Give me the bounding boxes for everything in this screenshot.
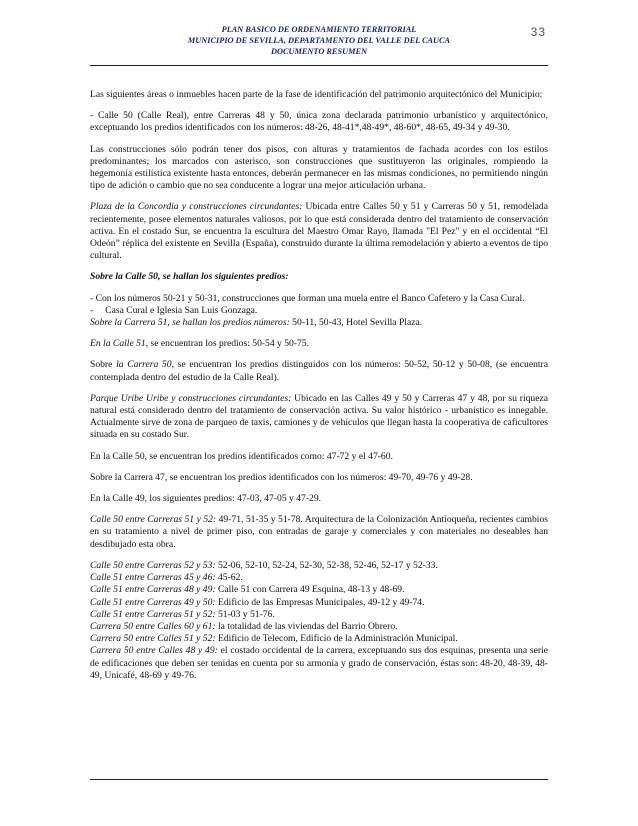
list-item-text: el costado occidental de la carrera, exceptuando sus dos esquinas, presenta una serie de edificaciones que deben ser tenidas en cuenta por su armonía y grado de conservación, éstas son: 48-20, 48-39, 48-49, Unicafé, 48-69 y 49-76.	[90, 645, 548, 681]
list-item-label: Carrera 50 entre Calles 48 y 49:	[90, 645, 218, 657]
list-item-label: Calle 51 entre Carreras 51 y 52:	[90, 608, 216, 620]
label-parque-uribe: Parque Uribe Uribe y construcciones circundantes:	[90, 392, 292, 404]
predios-list	[90, 560, 548, 682]
list-item-label: Calle 50 entre Carreras 52 y 53:	[90, 559, 216, 571]
header-divider	[90, 65, 548, 66]
paragraph-carrera-50	[90, 359, 548, 383]
list-item	[90, 584, 548, 596]
page-header	[90, 24, 548, 57]
list-item-text: Edificio de Telecom, Edificio de la Administración Municipal.	[215, 633, 458, 645]
label-plaza-concordia: Plaza de la Concordia y construcciones circundantes:	[90, 201, 303, 213]
label-carrera-50: la Carrera 50,	[116, 359, 174, 371]
header-subtitle: MUNICIPIO DE SEVILLA, DEPARTAMENTO DEL VALLE DEL CAUCA	[187, 36, 451, 45]
paragraph-plaza-concordia	[90, 201, 548, 262]
text-carrera-51: 50-11, 50-43, Hotel Sevilla Plaza.	[289, 317, 423, 329]
label-calle-50-entre-51-52: Calle 50 entre Carreras 51 y 52:	[90, 514, 217, 526]
paragraph-carrera-47: Sobre la Carrera 47, se encuentran los predios identificados con los números: 49-70, 49-76 y 49-28.	[90, 471, 473, 483]
paragraph-carrera-51	[90, 317, 548, 329]
list-item-label: Calle 51 entre Carreras 45 y 46:	[90, 572, 216, 584]
list-item-label: Calle 51 entre Carreras 48 y 49:	[90, 584, 216, 596]
paragraph-calle-51	[90, 338, 548, 350]
list-item	[90, 597, 548, 609]
list-item-text: 45-62.	[215, 572, 243, 584]
paragraph-parque-uribe	[90, 393, 548, 442]
paragraph-predios-50-21: - Con los números 50-21 y 50-31, construcciones que forman una muela entre el Banco Cafetero y la Casa Cural.	[90, 292, 525, 304]
label-carrera-51: Sobre la Carrera 51, se hallan los predios números:	[90, 317, 290, 329]
text-calle-51: , se encuentran los predios: 50-54 y 50-75.	[145, 338, 310, 350]
paragraph-intro: Las siguientes áreas o inmuebles hacen parte de la fase de identificación del patrimonio arquitectónico del Municipio:	[90, 89, 543, 100]
list-item-label: Calle 51 entre Carreras 49 y 50:	[90, 596, 216, 608]
label-calle-51: En la Calle 51	[90, 338, 146, 350]
text-plaza-concordia: Ubicada entre Calles 50 y 51 y Carreras 50 y 51, remodelada recientemente, posee elementos naturales valiosos, por lo que está considerada dentro del tratamiento de conservación activa. En el costado Sur, se encuentra la escultura del Maestro Omar Rayo, llamada "El Pez" y en el occidental “El Odeón” réplica del existente en Sevilla (España), construido durante la última remodelación y abierto a eventos de tipo cultural.	[90, 201, 548, 262]
list-item	[90, 609, 548, 621]
text-calle-50-entre-51-52: 49-71, 51-35 y 51-78. Arquitectura de la Colonización Antioqueña, recientes cambios en su tratamiento a nivel de primer piso, con entradas de garaje y comerciales y con materiales no deseables han desdibujado esta obra.	[90, 514, 548, 550]
list-item	[90, 645, 548, 682]
page-number: 33	[530, 25, 546, 39]
heading-text: Sobre la Calle 50, se hallan los siguientes predios:	[90, 271, 289, 283]
paragraph-casa-cural: - Casa Cural e Iglesia San Luis Gonzaga.	[90, 304, 258, 316]
paragraph-construcciones: Las construcciones sólo podrán tener dos pisos, con alturas y tratamientos de fachada acordes con los estilos predominantes; los marcados con asterisco, son construcciones que sustituyeron las originales, rompiendo la hegemonía estilística existente hasta entonces, deberán permanecer en las mismas condiciones, no permitiendo ningún tipo de adición o cambio que no sea conducente a lograr una mejor articulación urbana.	[90, 143, 548, 192]
list-item	[90, 560, 548, 572]
list-item	[90, 572, 548, 584]
heading-calle-50-predios	[90, 271, 548, 283]
text-carrera-50: se encuentran los predios distinguidos con los números: 50-52, 50-12 y 50-08, (se encuentra contemplada dentro del estudio de la Calle Real).	[90, 359, 548, 383]
list-item-text: Edificio de las Empresas Municipales, 49-12 y 49-74.	[215, 596, 425, 608]
text-parque-uribe: Ubicado en las Calles 49 y 50 y Carreras 47 y 48, por su riqueza natural está considerado dentro del tratamiento de conservación activa. Su valor histórico - urbanístico es innegable. Actualmente sirve de zona de parqueo de taxis, camiones y de vehículos que llegan hasta la cooperativa de caficultores situada en su costado Sur.	[90, 392, 548, 441]
list-item-text: la totalidad de las viviendas del Barrio Obrero.	[215, 620, 398, 632]
footer-divider	[90, 779, 548, 780]
list-item-label: Carrera 50 entre Calles 51 y 52:	[90, 633, 216, 645]
list-item	[90, 633, 548, 645]
list-item-label: Carrera 50 entre Calles 60 y 61:	[90, 620, 216, 632]
paragraph-calle-50: - Calle 50 (Calle Real), entre Carreras 48 y 50, única zona declarada patrimonio urbanístico y arquitectónico, exceptuando los predios identificados con los números: 48-26, 48-41*,48-49*, 48-60*, 48-65, 49-34 y 49-30.	[90, 110, 548, 134]
header-document-type: DOCUMENTO RESUMEN	[271, 47, 367, 56]
prefix-carrera-50: Sobre	[90, 359, 117, 371]
list-item-text: Calle 51 con Carrera 49 Esquina, 48-13 y 48-69.	[215, 584, 405, 596]
list-item-text: 52-06, 52-10, 52-24, 52-30, 52-38, 52-46, 52-17 y 52-33.	[215, 559, 438, 571]
document-body	[90, 89, 548, 682]
paragraph-calle-49: En la Calle 49, los siguientes predios: 47-03, 47-05 y 47-29.	[90, 493, 322, 505]
header-title: PLAN BASICO DE ORDENAMIENTO TERRITORIAL	[221, 25, 417, 34]
paragraph-calle-50-entre-51-52	[90, 514, 548, 551]
paragraph-calle-50-predios: En la Calle 50, se encuentran los predios identificados como: 47-72 y el 47-60.	[90, 450, 393, 462]
list-item-text: 51-03 y 51-76.	[215, 608, 275, 620]
list-item	[90, 621, 548, 633]
